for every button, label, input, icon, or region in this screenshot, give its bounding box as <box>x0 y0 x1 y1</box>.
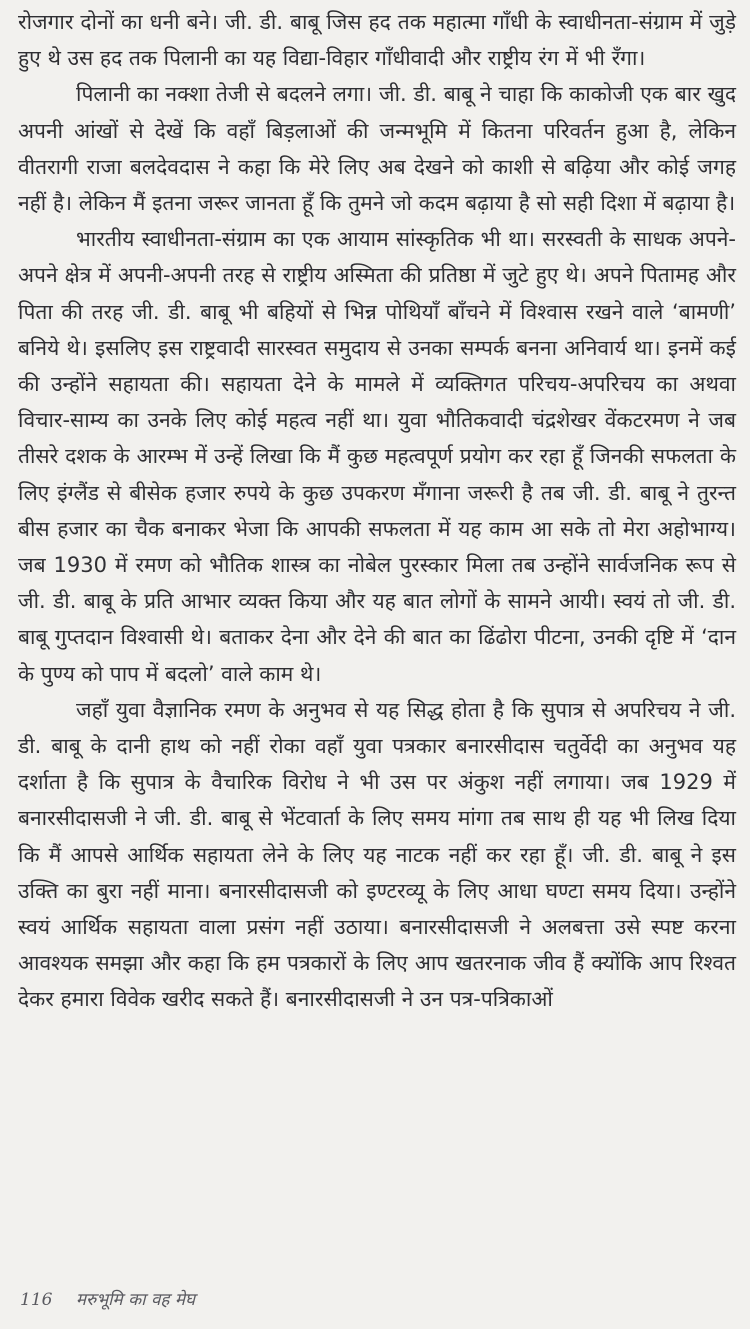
page-footer <box>20 1287 195 1310</box>
page-body <box>18 4 736 1018</box>
paragraph-3: भारतीय स्वाधीनता-संग्राम का एक आयाम सांस्कृतिक भी था। सरस्वती के साधक अपने-अपने क्षेत्र में अपनी-अपनी तरह से राष्ट्रीय अस्मिता की प्रतिष्ठा में जुटे हुए थे। अपने पितामह और पिता की तरह जी. डी. बाबू भी बहियों से भिन्न पोथियाँ बाँचने में विश्वास रखने वाले ‘बामणी’ बनिये थे। इसलिए इस राष्ट्रवादी सारस्वत समुदाय से उनका सम्पर्क बनना अनिवार्य था। इनमें कई की उन्होंने सहायता की। सहायता देने के मामले में व्यक्तिगत परिचय-अपरिचय का अथवा विचार-साम्य का उनके लिए कोई महत्व नहीं था। युवा भौतिकवादी चंद्रशेखर वेंकटरमण ने जब तीसरे दशक के आरम्भ में उन्हें लिखा कि मैं कुछ महत्वपूर्ण प्रयोग कर रहा हूँ जिनकी सफलता के लिए इंग्लैंड से बीसेक हजार रुपये के कुछ उपकरण मँगाना जरूरी है तब जी. डी. बाबू ने तुरन्त बीस हजार का चैक बनाकर भेजा कि आपकी सफलता में यह काम आ सके तो मेरा अहोभाग्य। जब 1930 में रमण को भौतिक शास्त्र का नोबेल पुरस्कार मिला तब उन्होंने सार्वजनिक रूप से जी. डी. बाबू के प्रति आभार व्यक्त किया और यह बात लोगों के सामने आयी। स्वयं तो जी. डी. बाबू गुप्तदान विश्वासी थे। बताकर देना और देने की बात का ढिंढोरा पीटना, उनकी दृष्टि में ‘दान के पुण्य को पाप में बदलो’ वाले काम थे। <box>18 227 736 686</box>
paragraph-1: रोजगार दोनों का धनी बने। जी. डी. बाबू जिस हद तक महात्मा गाँधी के स्वाधीनता-संग्राम में जुड़े हुए थे उस हद तक पिलानी का यह विद्या-विहार गाँधीवादी और राष्ट्रीय रंग में भी रँगा। <box>18 10 736 71</box>
paragraph-2: पिलानी का नक्शा तेजी से बदलने लगा। जी. डी. बाबू ने चाहा कि काकोजी एक बार खुद अपनी आंखों से देखें कि वहाँ बिड़लाओं की जन्मभूमि में कितना परिवर्तन हुआ है, लेकिन वीतरागी राजा बलदेवदास ने कहा कि मेरे लिए अब देखने को काशी से बढ़िया और कोई जगह नहीं है। लेकिन मैं इतना जरूर जानता हूँ कि तुमने जो कदम बढ़ाया है सो सही दिशा में बढ़ाया है। <box>18 82 736 216</box>
paragraph-4: जहाँ युवा वैज्ञानिक रमण के अनुभव से यह सिद्ध होता है कि सुपात्र से अपरिचय ने जी. डी. बाबू के दानी हाथ को नहीं रोका वहाँ युवा पत्रकार बनारसीदास चतुर्वेदी का अनुभव यह दर्शाता है कि सुपात्र के वैचारिक विरोध ने भी उस पर अंकुश नहीं लगाया। जब 1929 में बनारसीदासजी ने जी. डी. बाबू से भेंटवार्ता के लिए समय मांगा तब साथ ही यह भी लिख दिया कि मैं आपसे आर्थिक सहायता लेने के लिए यह नाटक नहीं कर रहा हूँ। जी. डी. बाबू ने इस उक्ति का बुरा नहीं माना। बनारसीदासजी को इण्टरव्यू के लिए आधा घण्टा समय दिया। उन्होंने स्वयं आर्थिक सहायता वाला प्रसंग नहीं उठाया। बनारसीदासजी ने अलबत्ता उसे स्पष्ट करना आवश्यक समझा और कहा कि हम पत्रकारों के लिए आप खतरनाक जीव हैं क्योंकि आप रिश्वत देकर हमारा विवेक खरीद सकते हैं। बनारसीदासजी ने उन पत्र-पत्रिकाओं <box>18 697 736 1012</box>
running-title: मरुभूमि का वह मेघ <box>75 1290 196 1310</box>
page-number: 116 <box>20 1290 53 1310</box>
